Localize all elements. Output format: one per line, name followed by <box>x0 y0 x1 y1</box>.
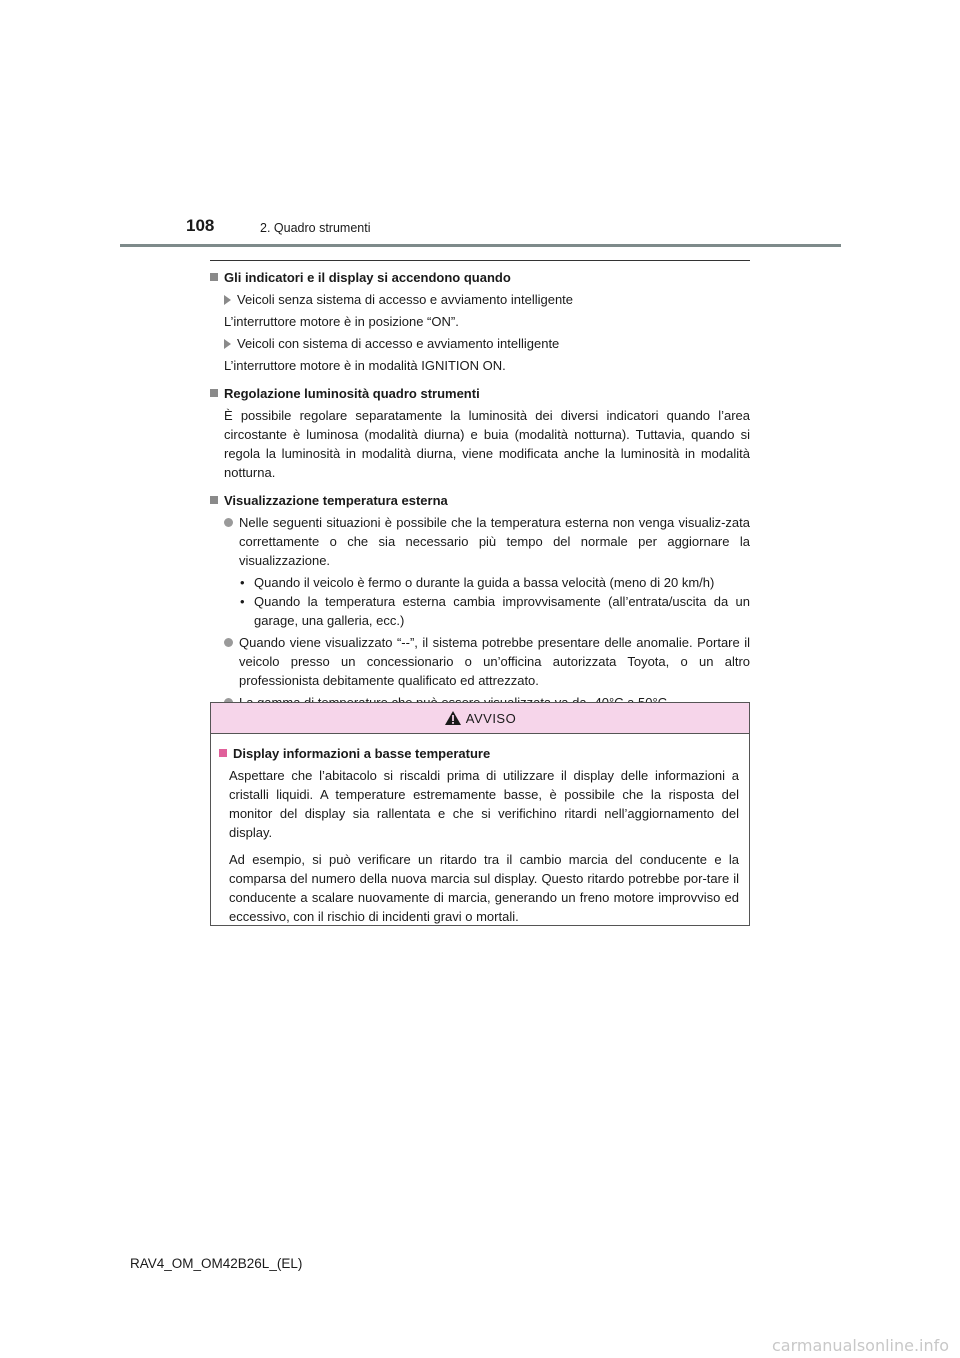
paragraph: È possibile regolare separatamente la luminosità dei diversi indicatori quando l’area circostante è luminosa (modalità diurna) e buia (modalità notturna). Tuttavia, quando si regola la luminosità in modalità diurna, viene modificata anche la luminosità in modalità notturna. <box>224 408 750 480</box>
heading-text: Display informazioni a basse temperature <box>233 746 491 761</box>
list-item-text: Quando viene visualizzato “--”, il sistema potrebbe presentare delle anomalie. Portare il veicolo presso un concessionario o un’officina autorizzata Toyota, o un altro professionista debitamente qualificato ed attrezzato. <box>239 635 750 688</box>
triangle-right-icon <box>224 295 231 305</box>
circle-bullet-icon <box>224 518 233 527</box>
dot-bullet-icon: • <box>240 594 245 609</box>
sub-list-item <box>240 573 750 592</box>
sub-list-item-text: Quando la temperatura esterna cambia improvvisamente (all’entrata/uscita da un garage, una galleria, ecc.) <box>254 594 750 628</box>
list-item <box>224 513 750 570</box>
sub-list-item-text: Quando il veicolo è fermo o durante la guida a bassa velocità (meno di 20 km/h) <box>254 575 715 590</box>
heading-text: Visualizzazione temperatura esterna <box>224 493 448 508</box>
square-bullet-icon <box>210 389 218 397</box>
sub-heading <box>224 290 750 309</box>
section-title: 2. Quadro strumenti <box>260 221 371 235</box>
warning-box <box>210 702 750 926</box>
warning-triangle-icon <box>444 710 462 726</box>
paragraph: L’interruttore motore è in posizione “ON”. <box>224 314 459 329</box>
list-item-text: Nelle seguenti situazioni è possibile che la temperatura esterna non venga visualiz-zata correttamente o che sia necessario più tempo del normale per aggiornare la visualizzazione. <box>239 515 750 568</box>
paragraph: L’interruttore motore è in modalità IGNITION ON. <box>224 358 506 373</box>
paragraph: Aspettare che l’abitacolo si riscaldi prima di utilizzare il display delle informazioni a cristalli liquidi. A temperature estremamente basse, è possibile che la risposta del monitor del display sia rallentata e che si verifichino ritardi nell’aggiornamento del display. <box>229 768 739 840</box>
heading-text: Gli indicatori e il display si accendono quando <box>224 270 511 285</box>
sub-heading <box>224 334 750 353</box>
heading-temperature <box>210 491 750 510</box>
warning-title: AVVISO <box>465 710 517 726</box>
warning-heading <box>219 744 739 763</box>
sub-heading-text: Veicoli con sistema di accesso e avviamento intelligente <box>237 336 560 351</box>
document-code: RAV4_OM_OM42B26L_(EL) <box>130 1256 303 1271</box>
sub-list-item <box>240 592 750 630</box>
circle-bullet-icon <box>224 638 233 647</box>
header-rule <box>120 244 841 247</box>
sub-heading-text: Veicoli senza sistema di accesso e avviamento intelligente <box>237 292 574 307</box>
heading-text: Regolazione luminosità quadro strumenti <box>224 386 480 401</box>
heading-indicators <box>210 268 750 287</box>
content-rule <box>210 260 750 261</box>
dot-bullet-icon: • <box>240 575 245 590</box>
warning-header <box>211 703 749 734</box>
content <box>210 268 750 715</box>
warning-body <box>211 734 749 926</box>
triangle-right-icon <box>224 339 231 349</box>
page-number: 108 <box>186 216 215 235</box>
paragraph: Ad esempio, si può verificare un ritardo tra il cambio marcia del conducente e la comparsa del numero della nuova marcia sul display. Questo ritardo potrebbe por-tare il conducente a scalare nuovamente di marcia, generando un freno motore improvviso ed eccessivo, con il rischio di incidenti gravi o mortali. <box>229 852 739 924</box>
list-item <box>224 633 750 690</box>
heading-brightness <box>210 384 750 403</box>
square-bullet-icon <box>219 749 227 757</box>
square-bullet-icon <box>210 496 218 504</box>
watermark: carmanualsonline.info <box>772 1336 950 1355</box>
square-bullet-icon <box>210 273 218 281</box>
